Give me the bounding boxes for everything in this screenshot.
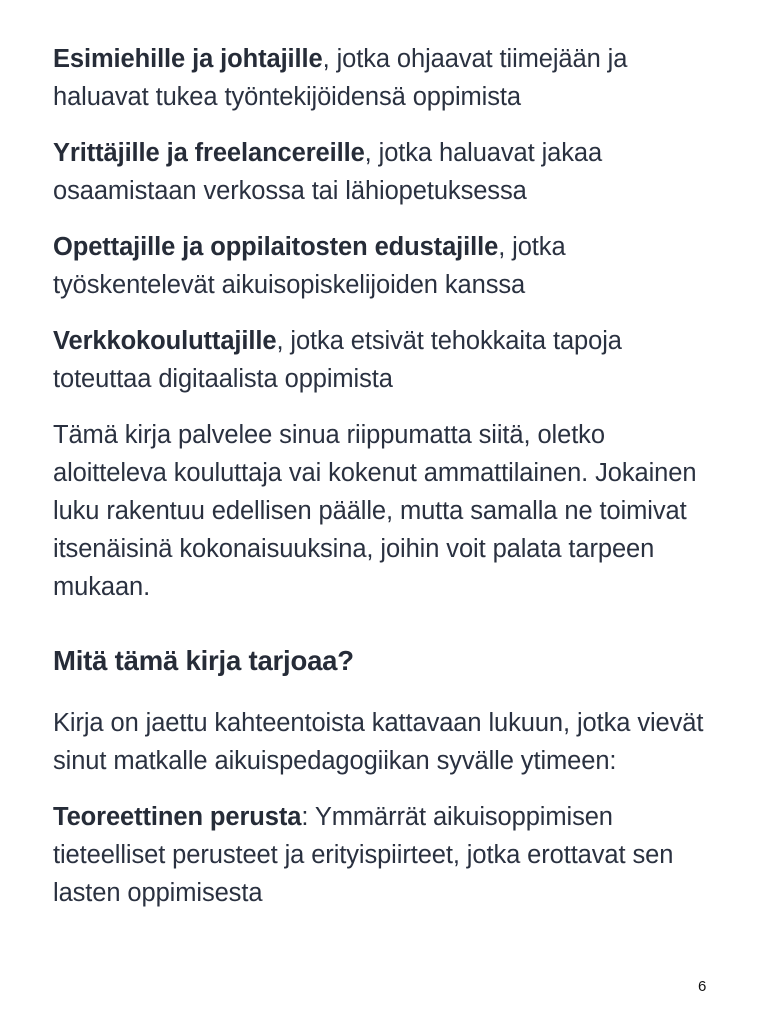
chapter-item-theory xyxy=(53,798,723,912)
audience-item-text: , jotka työskentelevät aikuisopiskelijoiden kanssa xyxy=(53,233,566,299)
audience-item-managers xyxy=(53,40,723,116)
audience-item-text: , jotka haluavat jakaa osaamistaan verkossa tai lähiopetuksessa xyxy=(53,139,603,205)
section-heading: Mitä tämä kirja tarjoaa? xyxy=(53,645,354,676)
audience-item-title: Yrittäjille ja freelancereille xyxy=(53,139,365,167)
audience-item-online-trainers xyxy=(53,322,723,398)
chapter-item-title: Teoreettinen perusta xyxy=(53,803,302,831)
audience-item-title: Esimiehille ja johtajille xyxy=(53,45,323,73)
audience-item-entrepreneurs xyxy=(53,134,723,210)
chapter-item-text: : Ymmärrät aikuisoppimisen tieteelliset perusteet ja erityispiirteet, jotka erottavat sen lasten oppimisesta xyxy=(53,803,674,907)
audience-item-teachers xyxy=(53,228,723,304)
page-content xyxy=(53,40,723,930)
page-number: 6 xyxy=(698,978,707,995)
audience-item-text: , jotka etsivät tehokkaita tapoja toteuttaa digitaalista oppimista xyxy=(53,327,622,393)
intro-paragraph: Tämä kirja palvelee sinua riippumatta siitä, oletko aloitteleva kouluttaja vai kokenut ammattilainen. Jokainen luku rakentuu edellisen päälle, mutta samalla ne toimivat itsenäisinä kokonaisuuksina, joihin voit palata tarpeen mukaan. xyxy=(53,421,697,601)
section-intro: Kirja on jaettu kahteentoista kattavaan lukuun, jotka vievät sinut matkalle aikuispedagogiikan syvälle ytimeen: xyxy=(53,709,704,775)
audience-item-title: Verkkokouluttajille xyxy=(53,327,277,355)
audience-item-title: Opettajille ja oppilaitosten edustajille xyxy=(53,233,499,261)
audience-item-text: , jotka ohjaavat tiimejään ja haluavat tukea työntekijöidensä oppimista xyxy=(53,45,628,111)
